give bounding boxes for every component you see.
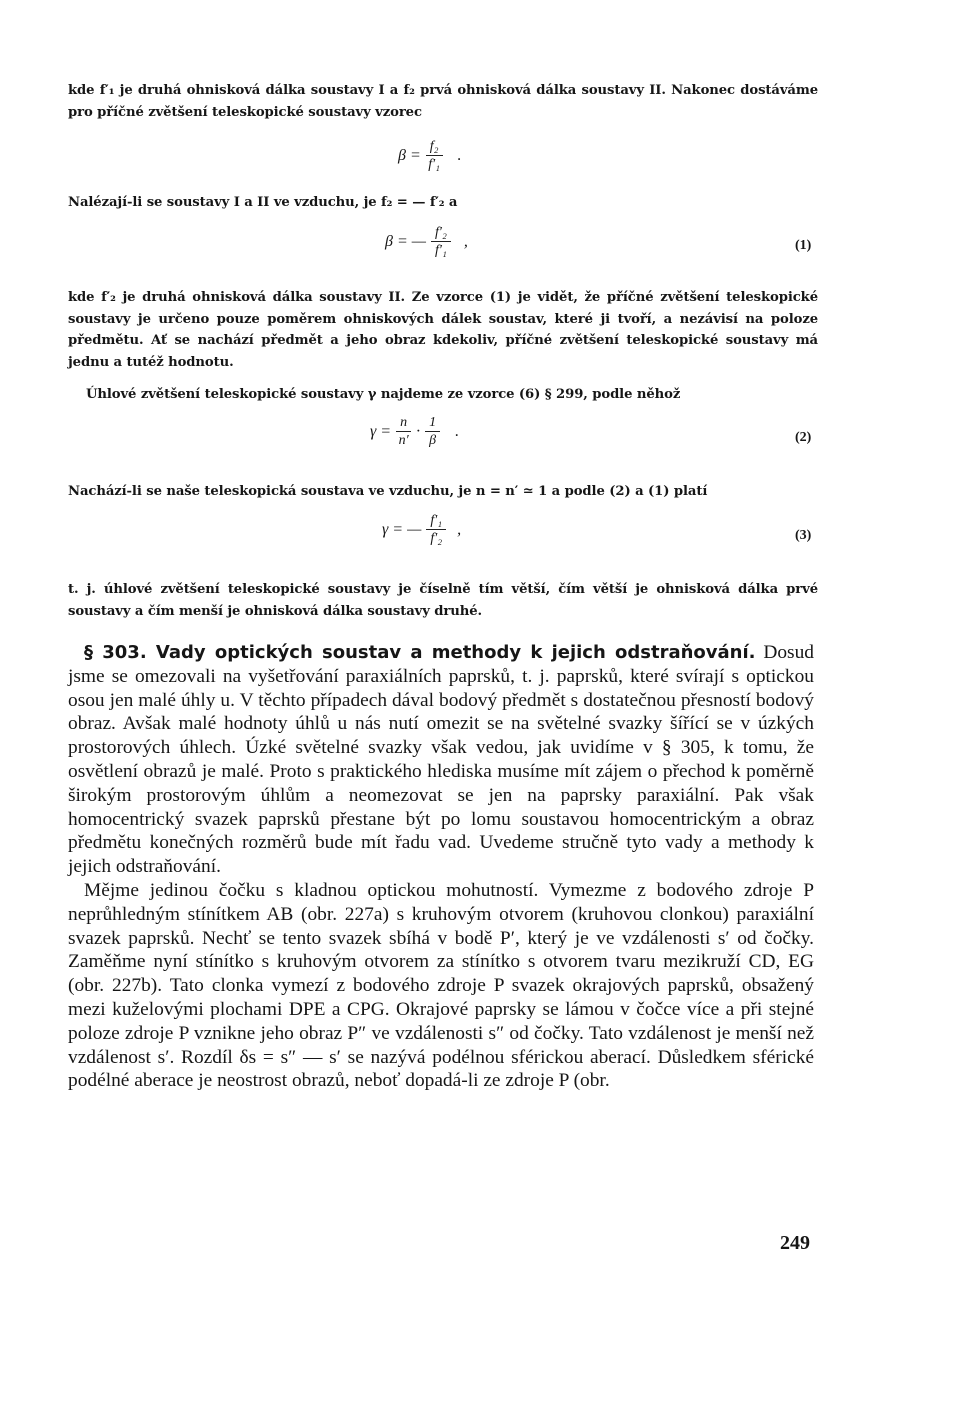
eq-dot: · bbox=[416, 422, 421, 440]
eq-tail: , bbox=[457, 520, 462, 538]
equation-number: (3) bbox=[795, 528, 812, 543]
eq-numerator: 1 bbox=[425, 414, 440, 432]
eq-denominator: f′₂ bbox=[430, 531, 443, 546]
eq-numerator: f₂ bbox=[426, 138, 443, 156]
section-paragraph-2: Mějme jedinou čočku s kladnou optickou mohutností. Vymezme z bodového zdroje P neprůhledným stínítkem AB (obr. 227a) s kruhovým otvorem (kruhovou clonkou) paraxiální svazek paprsků. Nechť se tento svazek sbíhá v bodě P′, který je ve vzdálenosti s′ od čočky. Zaměňme nyní stínítko s kruhovým otvorem za stínítko s otvorem tvaru mezikruží CD, EG (obr. 227b). Tato clonka vymezí z bodového zdroje P svazek okrajových paprsků, obsažený mezi kuželovými plochami DPE a CPG. Okrajové paprsky se lámou v čočce více a při stejné poloze zdroje P vznikne jeho obraz P″ ve vzdálenosti s″ od čočky. Tato vzdálenost je menší než vzdálenost s′. Rozdíl δs = s″ — s′ se nazývá podélnou sférickou aberací. Důsledkem sférické podélné aberace je neostrost obrazů, neboť dopadá-li ze zdroje P (obr. bbox=[68, 879, 814, 1092]
eq-numerator: f′₁ bbox=[426, 512, 446, 530]
paragraph-5: Nachází-li se naše teleskopická soustava ve vzduchu, je n = n′ ≃ 1 a podle (2) a (1) platí bbox=[68, 484, 708, 499]
eq-lhs: γ = — bbox=[382, 520, 422, 538]
paragraph-1: kde f′₁ je druhá ohnisková dálka soustavy I a f₂ prvá ohnisková dálka soustavy II. Nakonec dostáváme pro příčné zvětšení teleskopické soustavy vzorec bbox=[68, 83, 818, 120]
eq-numerator: n bbox=[396, 414, 411, 432]
eq-denominator: n′ bbox=[398, 433, 409, 448]
eq-tail: . bbox=[455, 422, 460, 440]
eq-tail: . bbox=[457, 146, 462, 164]
eq-denominator: f′₁ bbox=[428, 157, 441, 172]
section-paragraph-1: Dosud jsme se omezovali na vyšetřování paraxiálních paprsků, t. j. paprsků, které svírají s optickou osou jen malé úhly u. V těchto případech dával bodový předmět s dostatečnou přesností bodový obraz. Avšak malé hodnoty úhlů u nás nutí omezit se na světelné svazky šířící se v úzkých prostorových úhlech. Úzké světelné svazky však vedou, jak uvidíme v § 305, k tomu, že osvětlení obrazů je malé. Proto s praktického hlediska musíme mít zájem o přechod k poměrně širokým prostorovým úhlům a neomezovat se jen na paprsky paraxiální. Pak však homocentrický svazek paprsků přestane být po lomu soustavou homocentrickým a obraz předmětu konečných rozměrů bude mít řadu vad. Uvedeme stručně tyto vady a methody k jejich odstraňování. bbox=[68, 642, 814, 878]
paragraph-4: Úhlové zvětšení teleskopické soustavy γ najdeme ze vzorce (6) § 299, podle něhož bbox=[86, 387, 681, 402]
eq-lhs: β = — bbox=[385, 232, 426, 250]
equation-2 bbox=[0, 414, 974, 464]
eq-lhs: β = bbox=[398, 146, 421, 164]
equation-number: (2) bbox=[795, 430, 812, 445]
section-heading: § 303. Vady optických soustav a methody k jejich odstraňování. bbox=[84, 642, 756, 663]
eq-numerator: f′₂ bbox=[431, 224, 451, 242]
eq-tail: , bbox=[463, 232, 468, 250]
eq-denominator: β bbox=[429, 433, 437, 448]
equation-1 bbox=[0, 224, 974, 274]
equation-3 bbox=[0, 512, 974, 562]
paragraph-2: Nalézají-li se soustavy I a II ve vzduchu, je f₂ = — f′₂ a bbox=[68, 195, 458, 210]
eq-lhs: γ = bbox=[370, 422, 392, 440]
equation-number: (1) bbox=[795, 238, 812, 253]
eq-denominator: f′₁ bbox=[435, 243, 447, 258]
paragraph-3: kde f′₂ je druhá ohnisková dálka soustavy II. Ze vzorce (1) je vidět, že příčné zvětšení teleskopické soustavy je určeno pouze poměrem ohniskových dálek soustav, které ji tvoří, a nezávisí na poloze předmětu. Ať se nachází předmět a jeho obraz kdekoliv, příčné zvětšení teleskopické soustavy má jednu a tutéž hodnotu. bbox=[68, 290, 818, 370]
equation-beta bbox=[0, 138, 974, 182]
section-303 bbox=[68, 641, 814, 1093]
paragraph-6: t. j. úhlové zvětšení teleskopické soustavy je číselně tím větší, čím větší je ohnisková dálka prvé soustavy a čím menší je ohnisková dálka soustavy druhé. bbox=[68, 582, 818, 619]
page-number: 249 bbox=[780, 1232, 810, 1254]
